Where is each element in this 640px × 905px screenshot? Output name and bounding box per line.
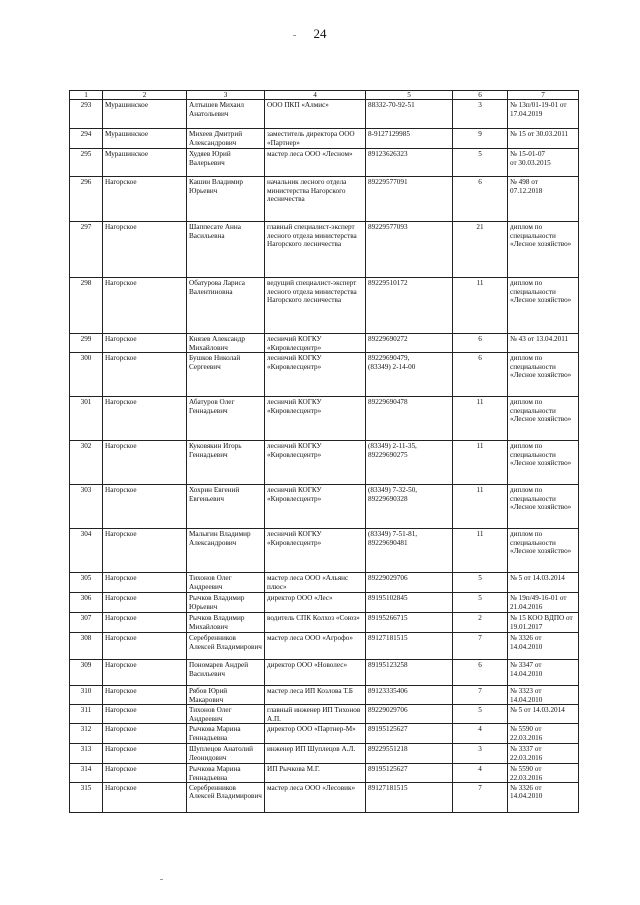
document-cell: диплом по специальности «Лесное хозяйство»	[508, 397, 579, 441]
row-number-cell: 308	[70, 633, 103, 660]
table-row	[70, 660, 579, 686]
table-row	[70, 278, 579, 334]
full-name-cell: Рычков Владимир Юрьевич	[187, 593, 265, 613]
phone-cell: 89229690272	[366, 334, 453, 353]
full-name-cell: Рычкова Марина Геннадьевна	[187, 724, 265, 744]
row-number-cell: 299	[70, 334, 103, 353]
table-row	[70, 100, 579, 129]
table-row	[70, 485, 579, 529]
experience-years-cell: 5	[453, 705, 508, 724]
district-cell: Нагорское	[103, 573, 187, 593]
full-name-cell: Кашин Владимир Юрьевич	[187, 177, 265, 222]
experience-years-cell: 2	[453, 613, 508, 633]
position-cell: мастер леса ИП Козлова Т.Б	[265, 686, 366, 705]
table-row	[70, 222, 579, 278]
phone-cell: 89195123258	[366, 660, 453, 686]
position-cell: мастер леса ООО «Альянс плюс»	[265, 573, 366, 593]
table-row	[70, 129, 579, 149]
district-cell: Нагорское	[103, 633, 187, 660]
document-cell: диплом по специальности «Лесное хозяйство»	[508, 278, 579, 334]
table-row	[70, 686, 579, 705]
phone-cell: 88332-70-92-51	[366, 100, 453, 129]
position-cell: главный специалист-эксперт лесного отдела министерства Нагорского лесничества	[265, 222, 366, 278]
district-cell: Нагорское	[103, 744, 187, 764]
document-cell: № 3337 от 22.03.2016	[508, 744, 579, 764]
position-cell: ООО ПКП «Алмис»	[265, 100, 366, 129]
experience-years-cell: 6	[453, 177, 508, 222]
position-cell: главный инженер ИП Тихонов А.П.	[265, 705, 366, 724]
header-cell: 4	[265, 91, 366, 100]
full-name-cell: Шаппесате Анна Васильевна	[187, 222, 265, 278]
experience-years-cell: 5	[453, 573, 508, 593]
full-name-cell: Серебренников Алексей Владимирович	[187, 783, 265, 813]
row-number-cell: 309	[70, 660, 103, 686]
full-name-cell: Пономарев Андрей Васильевич	[187, 660, 265, 686]
row-number-cell: 310	[70, 686, 103, 705]
phone-cell: 89229029706	[366, 705, 453, 724]
scan-mark	[160, 879, 163, 880]
phone-cell: 89229551218	[366, 744, 453, 764]
district-cell: Мурашинское	[103, 129, 187, 149]
row-number-cell: 312	[70, 724, 103, 744]
full-name-cell: Князев Александр Михайлович	[187, 334, 265, 353]
document-cell: № 5 от 14.03.2014	[508, 705, 579, 724]
table-row	[70, 764, 579, 783]
position-cell: заместитель директора ООО «Партнер»	[265, 129, 366, 149]
district-cell: Нагорское	[103, 724, 187, 744]
full-name-cell: Рычков Владимир Михайлович	[187, 613, 265, 633]
row-number-cell: 311	[70, 705, 103, 724]
document-cell: № 15 от 30.03.2011	[508, 129, 579, 149]
full-name-cell: Шуплецов Анатолий Леонидович	[187, 744, 265, 764]
table-row	[70, 783, 579, 813]
document-cell: № 13п/01-19-01 от 17.04.2019	[508, 100, 579, 129]
phone-cell: 89123626323	[366, 149, 453, 177]
full-name-cell: Обатурова Лариса Валентиновна	[187, 278, 265, 334]
phone-cell: 89229510172	[366, 278, 453, 334]
phone-cell: (83349) 2-11-35, 89229690275	[366, 441, 453, 485]
table-row	[70, 441, 579, 485]
table-row	[70, 744, 579, 764]
document-cell: № 5590 от 22.03.2016	[508, 764, 579, 783]
position-cell: директор ООО «Новолес»	[265, 660, 366, 686]
phone-cell: 89127181515	[366, 783, 453, 813]
row-number-cell: 293	[70, 100, 103, 129]
experience-years-cell: 11	[453, 485, 508, 529]
full-name-cell: Алтышев Михаил Анатольевич	[187, 100, 265, 129]
row-number-cell: 314	[70, 764, 103, 783]
experience-years-cell: 7	[453, 686, 508, 705]
document-cell: № 43 от 13.04.2011	[508, 334, 579, 353]
position-cell: директор ООО «Партнер-М»	[265, 724, 366, 744]
document-cell: № 5 от 14.03.2014	[508, 573, 579, 593]
table-header-row	[70, 91, 579, 100]
row-number-cell: 313	[70, 744, 103, 764]
document-cell: диплом по специальности «Лесное хозяйство»	[508, 353, 579, 397]
experience-years-cell: 6	[453, 353, 508, 397]
row-number-cell: 295	[70, 149, 103, 177]
position-cell: мастер леса ООО «Лесном»	[265, 149, 366, 177]
district-cell: Нагорское	[103, 783, 187, 813]
header-cell: 7	[508, 91, 579, 100]
position-cell: водитель СПК Колхоз «Союз»	[265, 613, 366, 633]
full-name-cell: Худяев Юрий Валерьевич	[187, 149, 265, 177]
experience-years-cell: 4	[453, 724, 508, 744]
phone-cell: 89229577093	[366, 222, 453, 278]
personnel-table	[69, 90, 579, 813]
position-cell: лесничий КОГКУ «Кировлесцентр»	[265, 353, 366, 397]
phone-cell: 89229690479, (83349) 2-14-00	[366, 353, 453, 397]
header-cell: 5	[366, 91, 453, 100]
document-cell: № 15 КОО ВДПО от 19.01.2017	[508, 613, 579, 633]
document-cell: № 3323 от 14.04.2010	[508, 686, 579, 705]
row-number-cell: 303	[70, 485, 103, 529]
experience-years-cell: 5	[453, 149, 508, 177]
document-cell: диплом по специальности «Лесное хозяйство»	[508, 529, 579, 573]
district-cell: Мурашинское	[103, 100, 187, 129]
document-cell: № 19п/49-16-01 от 21.04.2016	[508, 593, 579, 613]
full-name-cell: Серебренников Алексей Владимирович	[187, 633, 265, 660]
phone-cell: 89123335406	[366, 686, 453, 705]
phone-cell: 89195125627	[366, 724, 453, 744]
position-cell: лесничий КОГКУ «Кировлесцентр»	[265, 397, 366, 441]
document-cell: № 15-01-07 от 30.03.2015	[508, 149, 579, 177]
row-number-cell: 305	[70, 573, 103, 593]
experience-years-cell: 9	[453, 129, 508, 149]
district-cell: Нагорское	[103, 529, 187, 573]
district-cell: Нагорское	[103, 353, 187, 397]
header-cell: 6	[453, 91, 508, 100]
position-cell: ИП Рычкова М.Г.	[265, 764, 366, 783]
experience-years-cell: 11	[453, 397, 508, 441]
scan-mark	[293, 35, 296, 36]
row-number-cell: 297	[70, 222, 103, 278]
table-row	[70, 724, 579, 744]
table-row	[70, 633, 579, 660]
full-name-cell: Михеев Дмитрий Александрович	[187, 129, 265, 149]
district-cell: Нагорское	[103, 222, 187, 278]
page-number: 24	[313, 26, 327, 41]
table-row	[70, 177, 579, 222]
experience-years-cell: 11	[453, 278, 508, 334]
document-cell: № 3347 от 14.04.2010	[508, 660, 579, 686]
phone-cell: 8-9127129985	[366, 129, 453, 149]
table-row	[70, 593, 579, 613]
document-cell: № 498 от 07.12.2018	[508, 177, 579, 222]
experience-years-cell: 6	[453, 334, 508, 353]
experience-years-cell: 5	[453, 593, 508, 613]
full-name-cell: Абатуров Олег Геннадьевич	[187, 397, 265, 441]
position-cell: мастер леса ООО «Агрофо»	[265, 633, 366, 660]
district-cell: Нагорское	[103, 613, 187, 633]
full-name-cell: Куковякин Игорь Геннадьевич	[187, 441, 265, 485]
district-cell: Нагорское	[103, 764, 187, 783]
document-cell: диплом по специальности «Лесное хозяйство»	[508, 485, 579, 529]
experience-years-cell: 3	[453, 100, 508, 129]
position-cell: инженер ИП Шуплецов А.Л.	[265, 744, 366, 764]
district-cell: Нагорское	[103, 660, 187, 686]
row-number-cell: 301	[70, 397, 103, 441]
full-name-cell: Рябов Юрий Макарович	[187, 686, 265, 705]
table-row	[70, 613, 579, 633]
position-cell: лесничий КОГКУ «Кировлесцентр»	[265, 441, 366, 485]
district-cell: Нагорское	[103, 686, 187, 705]
row-number-cell: 302	[70, 441, 103, 485]
district-cell: Нагорское	[103, 278, 187, 334]
phone-cell: 89229577091	[366, 177, 453, 222]
header-cell: 1	[70, 91, 103, 100]
experience-years-cell: 11	[453, 441, 508, 485]
document-cell: № 5590 от 22.03.2016	[508, 724, 579, 744]
row-number-cell: 296	[70, 177, 103, 222]
district-cell: Нагорское	[103, 705, 187, 724]
phone-cell: 89195125627	[366, 764, 453, 783]
table-row	[70, 149, 579, 177]
document-cell: диплом по специальности «Лесное хозяйство»	[508, 441, 579, 485]
full-name-cell: Малыгин Владимир Александрович	[187, 529, 265, 573]
experience-years-cell: 3	[453, 744, 508, 764]
experience-years-cell: 6	[453, 660, 508, 686]
row-number-cell: 298	[70, 278, 103, 334]
position-cell: директор ООО «Лес»	[265, 593, 366, 613]
district-cell: Нагорское	[103, 441, 187, 485]
document-cell: № 3326 от 14.04.2010	[508, 783, 579, 813]
row-number-cell: 306	[70, 593, 103, 613]
table-row	[70, 334, 579, 353]
full-name-cell: Бушков Николай Сергеевич	[187, 353, 265, 397]
phone-cell: 89229690478	[366, 397, 453, 441]
table-row	[70, 705, 579, 724]
full-name-cell: Тихонов Олег Андреевич	[187, 573, 265, 593]
phone-cell: 89229029706	[366, 573, 453, 593]
table-row	[70, 529, 579, 573]
row-number-cell: 307	[70, 613, 103, 633]
position-cell: лесничий КОГКУ «Кировлесцентр»	[265, 485, 366, 529]
phone-cell: 89195102845	[366, 593, 453, 613]
header-cell: 2	[103, 91, 187, 100]
row-number-cell: 294	[70, 129, 103, 149]
experience-years-cell: 21	[453, 222, 508, 278]
experience-years-cell: 11	[453, 529, 508, 573]
row-number-cell: 300	[70, 353, 103, 397]
experience-years-cell: 7	[453, 783, 508, 813]
district-cell: Нагорское	[103, 397, 187, 441]
full-name-cell: Хохрин Евгений Евгеньевич	[187, 485, 265, 529]
table-row	[70, 397, 579, 441]
district-cell: Нагорское	[103, 177, 187, 222]
position-cell: лесничий КОГКУ «Кировлесцентр»	[265, 529, 366, 573]
district-cell: Мурашинское	[103, 149, 187, 177]
position-cell: мастер леса ООО «Лесовик»	[265, 783, 366, 813]
district-cell: Нагорское	[103, 334, 187, 353]
position-cell: начальник лесного отдела министерства Нагорского лесничества	[265, 177, 366, 222]
position-cell: ведущий специалист-эксперт лесного отдела министерства Нагорского лесничества	[265, 278, 366, 334]
position-cell: лесничий КОГКУ «Кировлесцентр»	[265, 334, 366, 353]
table-row	[70, 573, 579, 593]
row-number-cell: 315	[70, 783, 103, 813]
full-name-cell: Рычкова Марина Геннадьевна	[187, 764, 265, 783]
experience-years-cell: 4	[453, 764, 508, 783]
phone-cell: 89195266715	[366, 613, 453, 633]
table-row	[70, 353, 579, 397]
document-cell: диплом по специальности «Лесное хозяйство»	[508, 222, 579, 278]
phone-cell: (83349) 7-32-50, 89229690328	[366, 485, 453, 529]
full-name-cell: Тихонов Олег Андреевич	[187, 705, 265, 724]
district-cell: Нагорское	[103, 593, 187, 613]
header-cell: 3	[187, 91, 265, 100]
phone-cell: (83349) 7-51-81, 89229690481	[366, 529, 453, 573]
phone-cell: 89127181515	[366, 633, 453, 660]
row-number-cell: 304	[70, 529, 103, 573]
document-cell: № 3326 от 14.04.2010	[508, 633, 579, 660]
experience-years-cell: 7	[453, 633, 508, 660]
district-cell: Нагорское	[103, 485, 187, 529]
